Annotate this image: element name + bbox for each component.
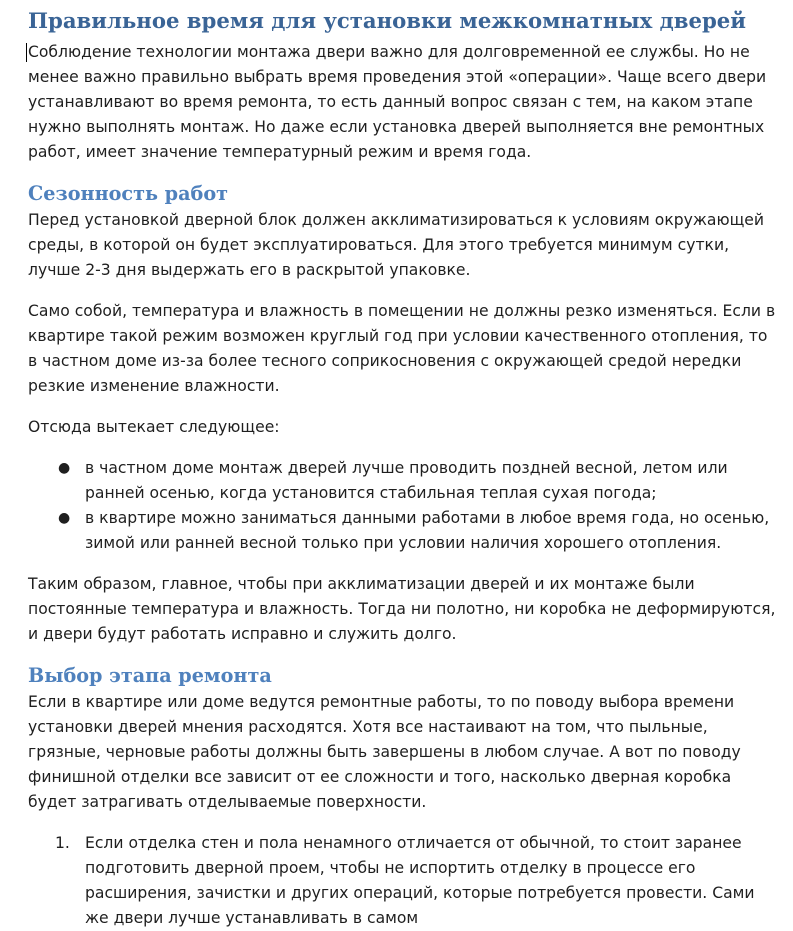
list-item (28, 831, 780, 931)
intro-paragraph (28, 40, 780, 165)
intro-text: Соблюдение технологии монтажа двери важно для долговременной ее службы. Но не менее важно правильно выбрать время проведения этой «операции». Чаще всего двери устанавливают во время ремонта, то есть данный вопрос связан с тем, на каком этапе нужно выполнять монтаж. Но даже если установка дверей выполняется вне ремонтных работ, имеет значение температурный режим и время года. (28, 43, 767, 161)
seasonality-paragraph-4: Таким образом, главное, чтобы при акклиматизации дверей и их монтаже были постоянные температура и влажность. Тогда ни полотно, ни коробка не деформируются, и двери будут работать исправно и служить долго. (28, 575, 776, 643)
seasonality-paragraph-2: Само собой, температура и влажность в помещении не должны резко изменяться. Если в квартире такой режим возможен круглый год при условии качественного отопления, то в частном доме из-за более тесного соприкосновения с окружающей средой нередки резкие изменение влажности. (28, 302, 776, 395)
list-item-text: Если отделка стен и пола ненамного отличается от обычной, то стоит заранее подготовить дверной проем, чтобы не испортить отделку в процессе его расширения, зачистки и других операций, которые потребуется провести. Сами же двери лучше устанавливать в самом (85, 834, 755, 927)
section-heading-seasonality: Сезонность работ (28, 182, 229, 205)
bullet-icon: ● (58, 510, 71, 526)
list-number: 1. (55, 834, 70, 852)
list-item (28, 506, 780, 556)
seasonality-paragraph-1: Перед установкой дверной блок должен акклиматизироваться к условиям окружающей среды, в которой он будет эксплуатироваться. Для этого требуется минимум сутки, лучше 2-3 дня выдержать его в раскрытой упаковке. (28, 211, 765, 279)
bullet-icon: ● (58, 460, 71, 476)
seasonality-paragraph-3: Отсюда вытекает следующее: (28, 418, 280, 436)
section-heading-repair-stage: Выбор этапа ремонта (28, 664, 272, 687)
document-page (28, 6, 780, 931)
repair-stage-numbered-list (28, 831, 780, 931)
list-item-text: в частном доме монтаж дверей лучше проводить поздней весной, летом или ранней осенью, когда установится стабильная теплая сухая погода; (85, 459, 728, 502)
list-item-text: в квартире можно заниматься данными работами в любое время года, но осенью, зимой или ранней весной только при условии наличия хорошего отопления. (85, 509, 770, 552)
document-title: Правильное время для установки межкомнатных дверей (28, 8, 746, 33)
seasonality-bullet-list (28, 456, 780, 556)
list-item (28, 456, 780, 506)
repair-stage-paragraph-1: Если в квартире или доме ведутся ремонтные работы, то по поводу выбора времени установки дверей мнения расходятся. Хотя все настаивают на том, что пыльные, грязные, черновые работы должны быть завершены в любом случае. А вот по поводу финишной отделки все зависит от ее сложности и того, насколько дверная коробка будет затрагивать отделываемые поверхности. (28, 693, 741, 811)
text-cursor (26, 43, 27, 62)
